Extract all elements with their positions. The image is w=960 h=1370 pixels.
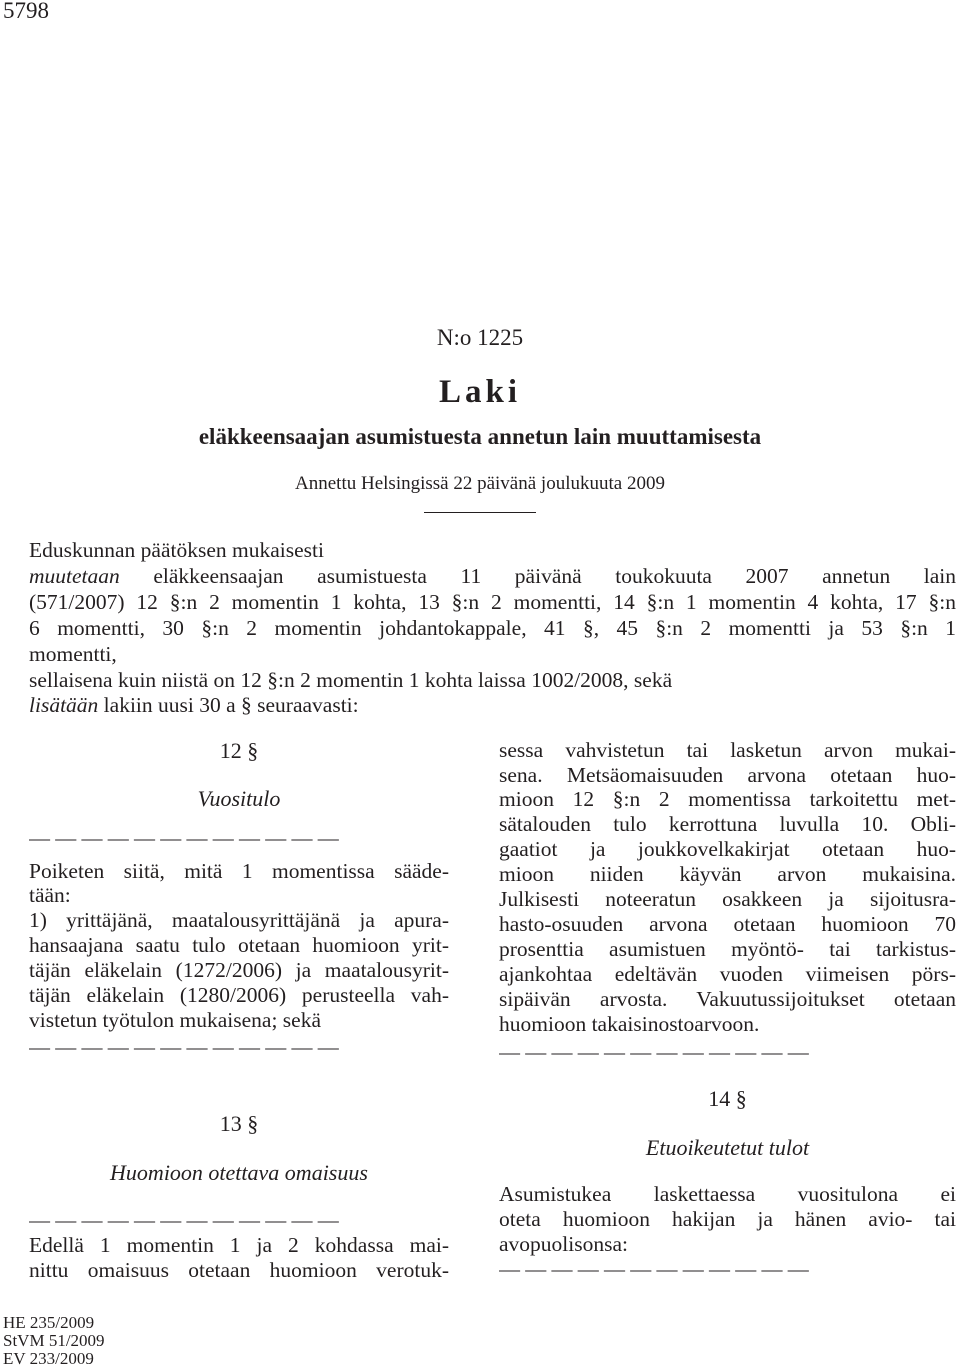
- law-title: Laki: [438, 374, 522, 410]
- right-column-line: gaatiot ja joukkovelkakirjat otetaan huo-: [499, 837, 956, 861]
- right-column-line: mioon niiden käyvän arvon mukaisina.: [499, 862, 956, 886]
- section-14-line: oteta huomioon hakijan ja hänen avio- tai: [499, 1207, 956, 1231]
- section-12-line: tään:: [29, 883, 71, 907]
- section-14-number: 14 §: [708, 1086, 747, 1111]
- section-12-line: täjän eläkelain (1272/2006) ja maatalousyrit-: [29, 958, 449, 982]
- section-14-title: Etuoikeutetut tulot: [645, 1135, 810, 1160]
- omission-dashes: — — — — — — — — — — — —: [499, 1257, 809, 1281]
- law-subtitle: eläkkeensaajan asumistuesta annetun lain muuttamisesta: [198, 424, 762, 449]
- right-column-line: sätalouden tulo kerrottuna luvulla 10. Obli-: [499, 812, 956, 836]
- committee-report-ref: StVM 51/2009: [3, 1331, 105, 1350]
- intro-line-7-text: lakiin uusi 30 a § seuraavasti:: [103, 693, 359, 717]
- section-13-line: Edellä 1 momentin 1 ja 2 kohdassa mai-: [29, 1233, 449, 1257]
- intro-line-2-text: eläkkeensaajan asumistuesta 11 päivänä toukokuuta 2007 annetun lain: [153, 564, 957, 588]
- right-column-line: Julkisesti noteeratun osakkeen ja sijoitusra-: [499, 887, 956, 911]
- intro-add-word: lisätään: [29, 693, 99, 717]
- section-12-line: hansaajana saatu tulo otetaan huomioon yrit-: [29, 933, 449, 957]
- right-column-line: ajankohtaa edeltävän vuoden viimeisen pörs-: [499, 962, 956, 986]
- omission-dashes: — — — — — — — — — — — —: [29, 1208, 339, 1232]
- intro-line-4: 6 momentti, 30 §:n 2 momentin johdantokappale, 41 §, 45 §:n 2 momentti ja 53 §:n 1: [29, 616, 956, 640]
- section-12-line: vistetun työtulon mukaisena; sekä: [29, 1008, 321, 1032]
- section-13-number: 13 §: [219, 1111, 259, 1136]
- intro-line-6: sellaisena kuin niistä on 12 §:n 2 momentin 1 kohta laissa 1002/2008, sekä: [29, 668, 673, 692]
- section-12-line: Poiketen siitä, mitä 1 momentissa sääde-: [29, 859, 449, 883]
- intro-line-1: Eduskunnan päätöksen mukaisesti: [29, 538, 324, 562]
- section-12-line: 1) yrittäjänä, maatalousyrittäjänä ja apura-: [29, 908, 449, 932]
- page-number: 5798: [3, 0, 49, 23]
- section-12-title: Vuositulo: [197, 786, 281, 811]
- omission-dashes: — — — — — — — — — — — —: [499, 1040, 809, 1064]
- enactment-date: Annettu Helsingissä 22 päivänä joulukuuta 2009: [295, 473, 665, 494]
- statute-number: N:o 1225: [436, 325, 524, 350]
- parliament-reply-ref: EV 233/2009: [3, 1349, 94, 1368]
- section-13-title: Huomioon otettava omaisuus: [110, 1160, 368, 1185]
- section-14-line: avopuolisonsa:: [499, 1232, 628, 1256]
- title-divider: [424, 512, 536, 513]
- section-14-line: Asumistukea laskettaessa vuositulona ei: [499, 1182, 956, 1206]
- section-12-line: täjän eläkelain (1280/2006) perusteella vah-: [29, 983, 449, 1007]
- right-column-line: sipäivän arvosta. Vakuutussijoitukset otetaan: [499, 987, 956, 1011]
- right-column-line: prosenttia asumistuen myöntö- tai tarkistus-: [499, 937, 956, 961]
- intro-amend-word: muutetaan: [29, 564, 120, 588]
- intro-line-5: momentti,: [29, 642, 117, 666]
- intro-line-2: [29, 565, 956, 588]
- section-12-number: 12 §: [219, 738, 259, 763]
- omission-dashes: — — — — — — — — — — — —: [29, 1035, 339, 1059]
- right-column-line: huomioon takaisinostoarvoon.: [499, 1012, 760, 1036]
- omission-dashes: — — — — — — — — — — — —: [29, 826, 339, 850]
- right-column-line: hasto-osuuden arvona otetaan huomioon 70: [499, 912, 956, 936]
- right-column-line: mioon 12 §:n 2 momentissa tarkoitettu met-: [499, 787, 956, 811]
- government-proposal-ref: HE 235/2009: [3, 1313, 95, 1332]
- right-column-line: sessa vahvistetun tai lasketun arvon mukai-: [499, 738, 956, 762]
- right-column-line: sena. Metsäomaisuuden arvona otetaan huo-: [499, 763, 956, 787]
- intro-line-7: [29, 694, 359, 717]
- section-13-line: nittu omaisuus otetaan huomioon verotuk-: [29, 1258, 449, 1282]
- intro-line-3: (571/2007) 12 §:n 2 momentin 1 kohta, 13 §:n 2 momentti, 14 §:n 1 momentin 4 kohta, 17 §:n: [29, 590, 956, 614]
